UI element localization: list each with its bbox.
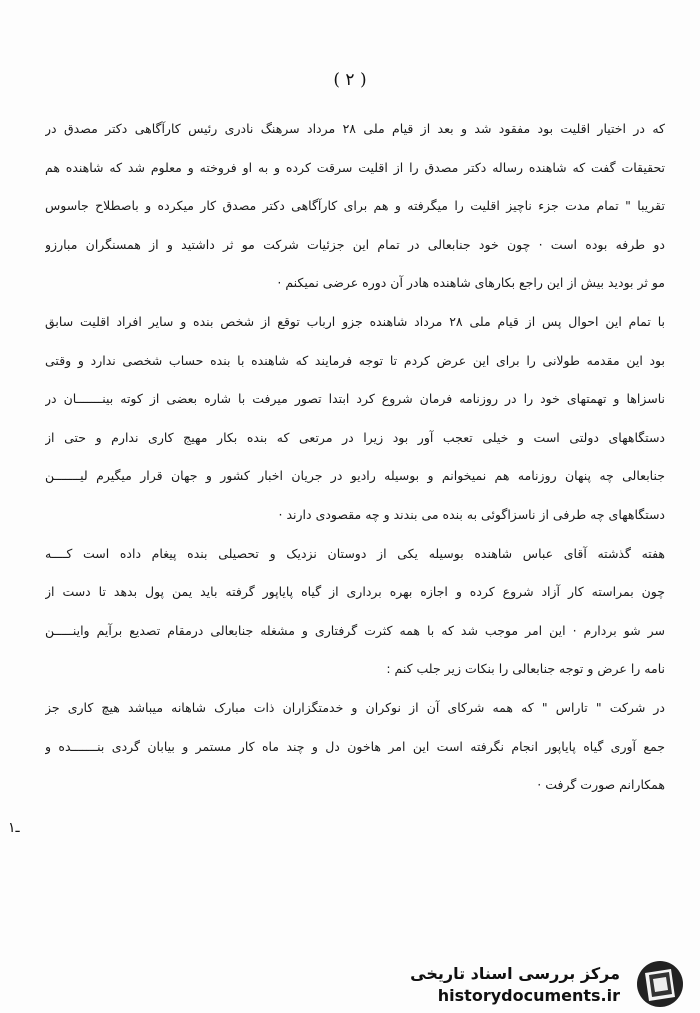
text-line: که در اختیار اقلیت بود مفقود شد و بعد از قیام ملی ۲۸ مرداد سرهنگ نادری رئیس کارآگاهی دکتر مصدق در: [45, 121, 665, 136]
text-line: جنابعالی چه پنهان روزنامه هم نمیخوانم و بوسیله رادیو در جریان اخبار کشور و جهان قرار میگیرم لیـــــــن: [45, 468, 665, 484]
watermark-footer: [405, 955, 695, 1013]
text-line: نامه را عرض و توجه جنابعالی را بنکات زیر جلب کنم :: [386, 661, 665, 677]
text-line: تقریبا " تمام مدت جزء ناچیز اقلیت را میگرفته و هم برای کارآگاهی دکتر مصدق کار میکرده و باصطلاح جاسوس: [45, 198, 665, 214]
text-line: بود این مقدمه طولانی را برای این عرض کردم تا توجه فرمایند که شاهنده با بنده حساب شخصی ندارد و وقتی: [45, 352, 665, 368]
text-line: همکارانم صورت گرفت ·: [537, 777, 665, 793]
text-line: جمع آوری گیاه پایاپور انجام نگرفته است این امر هاخون دل و چند ماه کار مستمر و بیابان گردی بنـــــــده و: [45, 738, 665, 754]
text-line: سر شو بردارم · این امر موجب شد که با همه کثرت گرفتاری و مشغله جنابعالی درمقام تصدیع برآیم واینـــــن: [45, 622, 665, 638]
list-item-number: ۱ـ: [8, 820, 20, 836]
text-line: هفته گذشته آقای عباس شاهنده بوسیله یکی از دوستان نزدیک و تحصیلی بنده پیغام داده است کــــه: [45, 545, 665, 561]
text-line: دستگاههای چه طرفی از ناسزاگوئی به بنده می بندند و چه مقصودی دارند ·: [278, 506, 665, 522]
text-line: با تمام این احوال پس از قیام ملی ۲۸ مرداد شاهنده جزو ارباب توقع از شخص بنده و سایر افراد اقلیت سابق: [45, 313, 665, 329]
letter-body: [45, 110, 665, 805]
text-line: ناسزاها و تهمتهای خود را در روزنامه فرمان شروع کرد ابتدا تصور میرفت با شاره بعضی از کوته بینـــــــان در: [45, 391, 665, 407]
org-name: مرکز بررسی اسناد تاریخی: [410, 964, 620, 983]
text-line: دستگاههای دولتی است و خیلی تعجب آور بود زیرا در مرتعی که بنده بکار مهیج کاری ندارم و حتی از: [45, 429, 665, 445]
archive-logo-icon: [631, 959, 689, 1009]
site-url[interactable]: historydocuments.ir: [437, 986, 620, 1005]
page-number: ( ۲ ): [333, 70, 367, 90]
text-line: دو طرفه بوده است · چون خود جنابعالی در تمام این جزئیات شرکت مو ثر داشتید و از همسنگران مبارزو: [45, 236, 665, 252]
footer-text: [410, 963, 620, 1007]
text-line: چون بمراسته کار آزاد شروع کرده و اجازه بهره برداری از گیاه پایاپور گرفته باید یمن پول بدهد تا دست از: [45, 584, 665, 600]
text-line: در شرکت " تاراس " که همه شرکای آن از نوکران و خدمتگزاران ذات مبارک شاهانه میباشد هیچ کاری جز: [45, 699, 665, 715]
text-line: مو ثر بودید بیش از این راجع بکارهای شاهنده هادر آن دوره عرضی نمیکنم ·: [277, 275, 665, 291]
text-line: تحقیقات گفت که شاهنده رساله دکتر مصدق را از اقلیت سرقت کرده و به او فروخته و معلوم شد که شاهنده هم: [45, 159, 665, 175]
